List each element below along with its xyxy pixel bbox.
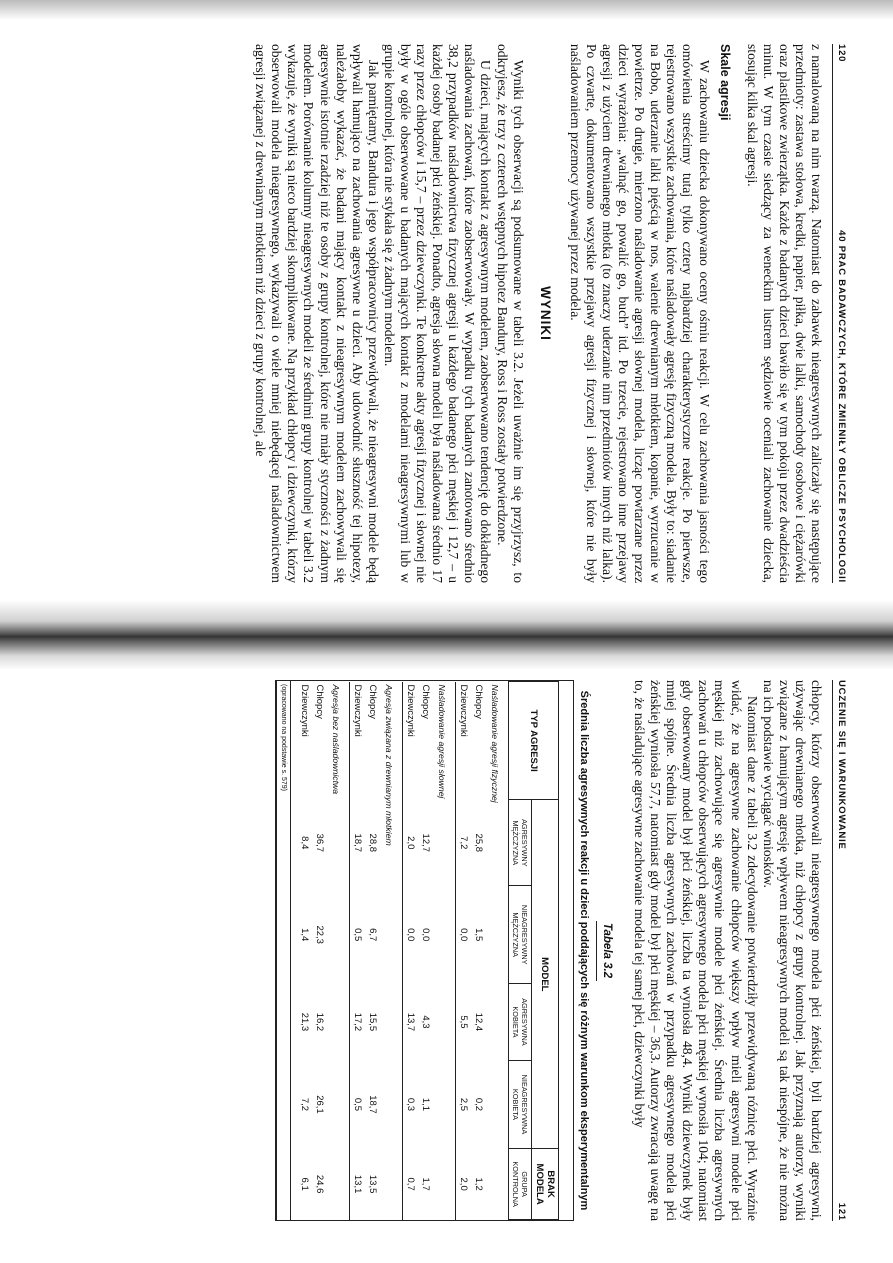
table-cell: 0,7 <box>404 1177 416 1191</box>
running-head: UCZENIE SIĘ I WARUNKOWANIE <box>836 680 847 850</box>
caption-rule <box>596 921 597 981</box>
paragraph: z namalowaną na nim twarzą. Natomiast do zabawek nieagresywnych zaliczały się następujące przedmioty: zastawa stołowa, kredki, papier, piłka, dwie lalki, samochody osobowe i ciężarówki oraz plastikowe zwierzątka. Każde z badanych dzieci bawiło się w tym pokoju przez dwadzieścia minut. W tym czasie siedzący za weneckim lustrem sędziowie oceniali zachowanie dziecka, stosując kilka skal agresji. <box>744 44 824 583</box>
table-section-row <box>327 682 350 1220</box>
page-number: 121 <box>836 1202 847 1221</box>
table-body <box>297 682 509 1220</box>
table-row <box>402 682 418 1220</box>
table-cell: 0,0 <box>404 928 416 942</box>
column-header: GRUPA KONTROLNA <box>508 1149 531 1220</box>
column-header: NIEAGRESYWNA KOBIETA <box>508 1060 531 1149</box>
table-section-row <box>486 682 509 1220</box>
row-label: Chłopcy <box>366 684 378 719</box>
table-cell: 1,1 <box>419 1097 431 1112</box>
table-cell: 7,2 <box>298 1097 310 1112</box>
table-section-title: Agresja związana z drewnianym młotkiem <box>380 682 403 1220</box>
table-cell: 18,7 <box>351 833 363 853</box>
table-row <box>418 682 433 1220</box>
table-row <box>349 682 365 1220</box>
table-cell: 16,2 <box>313 1012 325 1032</box>
table-cell: 1,7 <box>419 1177 431 1191</box>
table-cell: 13,5 <box>366 1174 378 1194</box>
column-header: AGRESYWNA KOBIETA <box>508 984 531 1060</box>
table-cell: 0,2 <box>472 1097 484 1112</box>
row-label: Dziewczynki <box>404 684 416 737</box>
table-cell: 6,1 <box>298 1177 310 1191</box>
column-header: NIEAGRESYWNY MĘŻCZYZNA <box>508 886 531 984</box>
table-cell: 21,3 <box>298 1012 310 1032</box>
table-section-title: Naśladowanie agresji słownej <box>433 682 456 1220</box>
table-cell: 0,0 <box>457 928 469 942</box>
table-number: Tabela 3.2 <box>600 922 613 979</box>
header-type: TYP AGRESJI <box>508 682 558 800</box>
paragraph: W zachowaniu dziecka dokonywano oceny ośmiu reakcji. W celu zachowania jasności tego omówienia streścimy tutaj tylko cztery najbardziej charakterystyczne reakcje. Po pierwsze, rejestrowano wszystkie zachowania, które naśladowały agresję fizyczną modela. Były to: siadanie na Bobo, uderzanie lalki pięścią w nos, walenie drewnianym młotkiem, kopanie, wyrzucanie w powietrze. Po drugie, mierzono naśladowanie agresji słownej modela, licząc powtarzane przez dzieci wyrażenia: „walnąć go, powalić go, buch” itd. Po trzecie, rejestrowano inne przejawy agresji z użyciem drewnianego młotka (to znaczy uderzanie nim przedmiotów innych niż lalka). Po czwarte, dokumentowano wszystkie przejawy agresji fizycznej i słownej, które nie były naśladowaniem przemocy używanej przez modela. <box>567 44 712 583</box>
table-cell: 13,7 <box>404 1012 416 1032</box>
page-number: 120 <box>836 44 847 63</box>
right-page-header <box>832 680 847 1221</box>
column-header: AGRESYWNY MĘŻCZYZNA <box>508 800 531 886</box>
table-frame <box>275 680 574 1221</box>
paragraph: U dzieci, mających kontakt z agresywnym modelem, zaobserwowano tendencję do dokładnego naśladowania zachowań, które zaobserwowały. W wypadku tych badanych zanotowano średnio 38,2 przypadków naśladownictwa fizycznej agresji u każdego badanego płci męskiej i 12,7 – u każdej osoby badanej płci żeńskiej. Ponadto, agresja słowna modeli była naśladowana średnio 17 razy przez chłopców i 15,7 – przez dziewczynki. Te konkretne akty agresji fizycznej i słownej nie były w ogóle obserwowane u badanych mających kontakt z modelami nieagresywnymi lub w grupie kontrolnej, która nie stykała się z żadnym modelem. <box>381 44 494 583</box>
table-cell: 0,0 <box>419 928 431 942</box>
table-cell: 1,2 <box>472 1177 484 1191</box>
table-title: Średnia liczba agresywnych reakcji u dzieci poddających się różnym warunkom eksperymentalnym <box>577 690 590 1211</box>
table-cell: 5,5 <box>457 1015 469 1029</box>
table-cell: 2,5 <box>457 1097 469 1112</box>
table-row <box>455 682 471 1220</box>
table-cell: 2,0 <box>457 1177 469 1191</box>
paragraph: chłopcy, którzy obserwowali nieagresywnego modela płci żeńskiej, byli bardziej agresywni, używając drewnianego młotka, niż chłopcy z grupy kontrolnej. Jak przyznają autorzy, wyniki związane z hamującym agresję wpływem nieagresywnych modeli są tak niespójne, że nie można na ich podstawie wyciągać wniosków. <box>760 680 824 1221</box>
table-cell: 15,5 <box>366 1012 378 1032</box>
table-note: (opracowano na podstawie s. 579) <box>276 681 291 1220</box>
running-head: 40 PRAC BADAWCZYCH, KTÓRE ZMIENIŁY OBLICZE PSYCHOLOGII <box>836 230 847 583</box>
table-cell: 17,2 <box>351 1012 363 1032</box>
table-cell: 36,7 <box>313 833 325 853</box>
left-page <box>0 0 893 631</box>
header-model: MODEL <box>531 800 558 1149</box>
table-cell: 12,7 <box>419 833 431 853</box>
table-cell: 25,8 <box>472 833 484 853</box>
row-label: Dziewczynki <box>457 684 469 737</box>
section-heading: WYNIKI <box>537 286 553 341</box>
paragraph: Wyniki tych obserwacji są podsumowane w tabeli 3.2. Jeżeli uważnie im się przyjrzysz, to odkryjesz, że trzy z czterech wstępnych hipotez Bandury, Ross i Ross zostały potwierdzone. <box>494 44 526 583</box>
table-cell: 26,1 <box>313 1095 325 1114</box>
table-cell: 13,1 <box>351 1174 363 1194</box>
table-cell: 8,4 <box>298 836 310 850</box>
table-cell: 0,5 <box>351 1097 363 1112</box>
row-label: Chłopcy <box>313 684 325 719</box>
left-page-header <box>832 44 847 583</box>
table-cell: 4,3 <box>419 1015 431 1029</box>
table-section-title: Naśladowanie agresji fizycznej <box>486 682 509 1220</box>
table-section-title: Agresja bez naśladownictwa <box>327 682 350 1220</box>
header-no-model: BRAK MODELA <box>531 1149 558 1220</box>
table-cell: 2,0 <box>404 836 416 850</box>
paragraph: Jak pamiętamy, Bandura i jego współpracownicy przewidywali, że nieagresywni modele będą wpływali hamująco na zachowania agresywne u dzieci. Aby udowodnić słuszność tej hipotezy, należałoby wykazać, że badani mający kontakt z nieagresywnym modelem zachowywali się agresywnie istotnie rzadziej niż te osoby z grupy kontrolnej, które nie miały styczności z żadnym modelem. Porównanie kolumny nieagresywnych modeli ze średnimi grupy kontrolnej w tabeli 3.2 wykazuje, że wyniki są nieco bardziej skomplikowane. Na przykład chłopcy i dziewczynki, którzy obserwowali modela nieagresywnego, wykazywali o wiele mniej niebędącej naśladownictwem agresji związanej z drewnianym młotkiem niż dzieci z grupy kontrolnej, ale <box>253 44 381 583</box>
table-row <box>297 682 312 1220</box>
table-cell: 0,3 <box>404 1097 416 1112</box>
table-cell: 22,3 <box>313 925 325 944</box>
table-section-row <box>433 682 456 1220</box>
table-cell: 12,4 <box>472 1012 484 1032</box>
table-row <box>471 682 486 1220</box>
table-section-row <box>380 682 403 1220</box>
table-cell: 28,8 <box>366 833 378 853</box>
table-cell: 18,7 <box>366 1095 378 1114</box>
table-cell: 24,6 <box>313 1174 325 1194</box>
table-cell: 1,5 <box>472 928 484 942</box>
row-label: Dziewczynki <box>298 684 310 737</box>
row-label: Chłopcy <box>419 684 431 719</box>
row-label: Dziewczynki <box>351 684 363 737</box>
results-table <box>297 681 559 1220</box>
table-cell: 0,5 <box>351 928 363 942</box>
table-cell: 6,7 <box>366 928 378 942</box>
table-cell: 7,2 <box>457 836 469 850</box>
table-row <box>312 682 327 1220</box>
table-row <box>365 682 380 1220</box>
table-cell: 1,4 <box>298 928 310 942</box>
table-caption <box>578 680 613 1221</box>
section-heading: Skale agresji <box>717 44 732 121</box>
row-label: Chłopcy <box>472 684 484 719</box>
paragraph: Natomiast dane z tabeli 3.2 zdecydowanie potwierdziły przewidywaną różnicę płci. Wyraźnie widać, że na agresywne zachowanie chłopców większy wpływ mieli agresywni modele płci męskiej niż zachowujące się agresywnie modele płci żeńskiej. Średnia liczba agresywnych zachowań u chłopców obserwujących agresywnego modela płci męskiej wynosiła 104; natomiast gdy obserwowany model był płci żeńskiej, liczba ta wyniosła 48,4. Wyniki dziewczynek były mniej spójne. Średnia liczba agresywnych zachowań w przypadku agresywnego modela płci żeńskiej wyniosła 57,7, natomiast gdy model był płci męskiej – 36,3. Autorzy zwracają uwagę na to, że naśladujące agresywne zachowanie modela tej samej płci, dziewczynki były <box>631 680 760 1221</box>
right-page <box>0 632 893 1263</box>
